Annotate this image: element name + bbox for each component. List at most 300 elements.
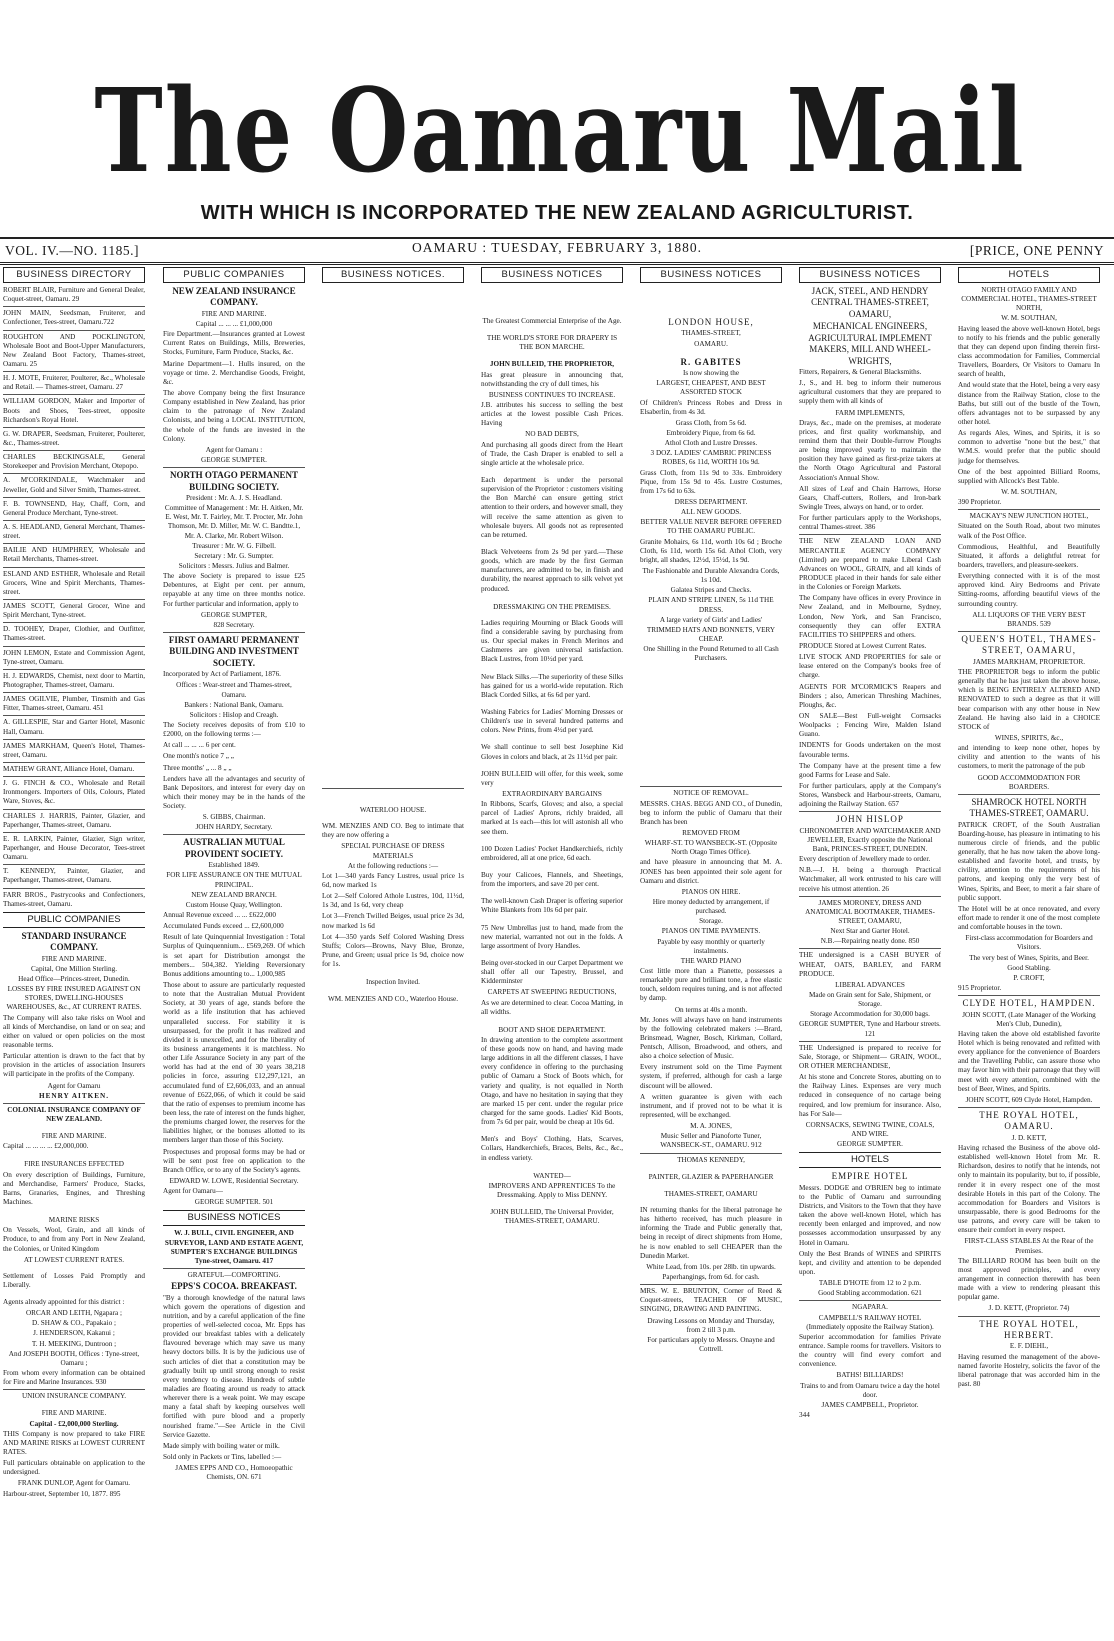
ad-line: White Lead, from 10s. per 28lb. tin upwards.: [646, 1262, 776, 1271]
directory-entry: JAMES MARKHAM, Queen's Hotel, Thames-street, Oamaru.: [3, 741, 145, 759]
ad-line: One Shilling in the Pound Returned to all Cash Purchasers.: [643, 645, 779, 663]
issue-price: [PRICE, ONE PENNY: [969, 243, 1104, 258]
ad-line: Next Star and Garter Hotel.: [830, 927, 910, 936]
ad-north-otago-hotel: [958, 286, 1100, 507]
ad-line: FIRE AND MARINE.: [41, 954, 107, 963]
directory-entry: BAILIE AND HUMPHREY, Wholesale and Retail Merchants, Thames-street.: [3, 546, 145, 564]
ad-line: And JOSEPH BOOTH, Offices : Tyne-street, Oamaru ;: [8, 1349, 140, 1367]
ad-text: ON SALE—Best Full-weight Cornsacks Woolpacks ; Fencing Wire, Malden Island Guano.: [799, 711, 941, 739]
ad-line: N.B.—Repairing neatly done. 850: [820, 937, 920, 946]
ad-line: NEW ZEALAND BRANCH.: [191, 890, 277, 899]
ad-signature: J. D. KETT, (Proprietor. 74): [988, 1304, 1070, 1313]
ad-line: Agent for Oamaru: [47, 1081, 101, 1090]
ad-line: Fitters, Repairers, & General Blacksmiths.: [799, 368, 922, 377]
ad-signature: JOHN HARDY, Secretary.: [195, 823, 273, 832]
ad-line: Grass Cloth, from 5s 6d.: [675, 418, 747, 427]
ad-line: J. HENDERSON, Kakanui ;: [33, 1329, 115, 1338]
directory-entry: F. B. TOWNSEND, Hay, Chaff, Corn, and General Produce Merchant, Tyne-street.: [3, 499, 145, 517]
ad-signature: GEORGE SUMPTER,: [201, 610, 267, 619]
ad-line: 344: [799, 1410, 810, 1419]
ad-line: BETTER VALUE NEVER BEFORE OFFERED TO THE OAMARU PUBLIC.: [640, 518, 782, 536]
ad-title: UNION INSURANCE COMPANY.: [21, 1392, 127, 1401]
ad-signature: EDWARD W. LOWE, Residential Secretary.: [169, 1176, 299, 1185]
ad-text: For further particulars, apply at the Company's Stores, Wansbeck and Harbour-streets, Oamaru, adjoining the Railway Station. 657: [799, 781, 941, 809]
ad-text: A written guarantee is given with each instrument, and if proved not to be what it is represented, will be exchanged.: [640, 1092, 782, 1120]
ad-signature: J. D. KETT,: [1011, 1133, 1047, 1142]
ad-text: All sizes of Leaf and Chain Harrows, Horse Gears, Chaff-cutters, Rollers, and Iron-bark Swingle Trees, always on hand, or to order.: [799, 484, 941, 511]
ad-title: LONDON HOUSE,: [668, 317, 754, 328]
ad-line: FARM IMPLEMENTS,: [835, 408, 905, 417]
ad-text: Granite Mohairs, 6s 11d, worth 10s 6d ; Broche Cloth, 6s 11d, worth 15s 6d. Athol Cloth, very bright, all shades, 12½d, 15½d, 1s 9d.: [640, 537, 782, 564]
ad-text: THE undersigned is a CASH BUYER of WHEAT, OATS, BARLEY, and FARM PRODUCE.: [799, 951, 941, 978]
ad-text: MESSRS. CHAS. BEGG AND CO., of Dunedin, beg to inform the public of Oamaru that their Branch has been: [640, 799, 782, 826]
ad-first-oamaru-building: [163, 635, 305, 833]
column-header: BUSINESS NOTICES: [481, 267, 623, 283]
ad-text: In drawing attention to the complete assortment of these goods now on hand, and having made large additions in all the different classes, I have every confidence in offering to the purchasing public of Oamaru a Stock of Boots which, for variety and quality, is not equalled in North Otago, and have no hesitation in saying that they are marked 15 per cent. under the regular price charged for the same goods. Ladies' Kid Boots, from 7s 6d per pair, would be cheap at 10s 6d.: [481, 1035, 623, 1127]
ad-text: Result of late Quinquennial Investigation : Total Surplus of Quinquennium... £569,269. Of which is set apart for Distribution amongst the members... 504,382. Yielding Reversionary Bonus additions amounting to... 1,000,985: [163, 933, 305, 978]
ad-title: STANDARD INSURANCE COMPANY.: [21, 930, 127, 953]
directory-entry: JOHN MAIN, Seedsman, Fruiterer, and Confectioner, Tees-street, Oamaru.722: [3, 309, 145, 327]
ad-text: In Ribbons, Scarfs, Gloves; and also, a special parcel of Ladies' Aprons, richly braided, all marked at 1s each—this lot will astonish all who see them.: [481, 800, 623, 836]
ad-line: JOHN SCOTT, (Late Manager of the Working Men's Club, Dunedin),: [962, 1010, 1096, 1028]
ad-line: Solicitors : Messrs. Julius and Balmer.: [178, 561, 290, 570]
ad-line: Solicitors : Hislop and Creagh.: [189, 710, 279, 719]
ad-royal-hotel: [958, 1110, 1100, 1389]
ad-text: PRODUCE Stored at Lowest Current Rates.: [799, 641, 927, 650]
newspaper-title: The Oamaru Mail: [94, 63, 1026, 199]
ad-signature: GEORGE SUMPTER.: [837, 1140, 903, 1149]
ad-text: The well-known Cash Draper is offering superior White Blankets from 10s 6d per pair.: [481, 897, 623, 915]
ad-line: SPECIAL PURCHASE OF DRESS MATERIALS: [341, 842, 445, 860]
ad-line: FIRE AND MARINE.: [41, 1409, 107, 1418]
ad-text: And would state that the Hotel, being a very easy distance from the Railway Station, close to the Baths, but still out of the bustle of the Town, offers advantages not to be surpassed by any other hotel.: [958, 381, 1100, 427]
ad-line: Payable by easy monthly or quarterly instalments.: [657, 937, 765, 955]
ad-line: THE WARD PIANO: [680, 956, 742, 965]
ad-line: Custom House Quay, Wellington.: [185, 900, 283, 909]
ad-line: Good Stabling.: [1007, 963, 1051, 972]
directory-entry: ROUGHTON AND POCKLINGTON, Wholesale Boot and Boot-Upper Manufacturers, New Zealand Boot Factory, Thames-street, Oamaru. 25: [3, 332, 145, 369]
ad-line: Annual Revenue exceed ... ... £622,000: [163, 911, 276, 920]
ad-text: Has great pleasure in announcing that, notwithstanding the cry of dull times, his: [481, 370, 623, 388]
directory-entry: WILLIAM GORDON, Maker and Importer of Boots and Shoes, Tees-street, opposite Richardson's Royal Hotel.: [3, 397, 145, 424]
ad-line: Capital ... ... ... ... £2,000,000.: [3, 1142, 89, 1151]
directory-entry: JAMES SCOTT, General Grocer, Wine and Spirit Merchant, Tyne-street.: [3, 602, 145, 620]
ad-line: 390 Proprietor.: [958, 498, 1002, 507]
directory-entry: JOHN LEMON, Estate and Commission Agent, Tyne-street, Oamaru.: [3, 648, 145, 666]
ad-title: JACK, STEEL, AND HENDRY CENTRAL THAMES-STREET, OAMARU,: [811, 286, 929, 319]
ad-line: ALL NEW GOODS.: [680, 508, 742, 517]
ad-signature: GEORGE SUMPTER.: [201, 456, 267, 465]
ad-line: NO BAD DEBTS,: [525, 430, 579, 439]
ad-text: Buy your Calicoes, Flannels, and Sheetings, from the importers, and save 20 per cent.: [481, 870, 623, 889]
directory-entry: J. G. FINCH & CO., Wholesale and Retail Ironmongers. Importers of Oils, Colours, Plated Ware, Stoves, &c.: [3, 779, 145, 806]
volume-number: VOL. IV.—NO. 1185.]: [5, 243, 139, 258]
ad-line: FIRE AND MARINE.: [41, 1132, 107, 1141]
ad-line: Made on Grain sent for Sale, Shipment, or Storage.: [809, 991, 931, 1009]
ad-nz-insurance: [163, 286, 305, 465]
ad-standard-insurance: [3, 931, 145, 1101]
newspaper-subtitle: WITH WHICH IS INCORPORATED THE NEW ZEALAND AGRICULTURIST.: [200, 202, 914, 224]
ad-line: AT LOWEST CURRENT RATES.: [23, 1255, 125, 1264]
dateline: [0, 238, 1114, 264]
ad-text: New Black Silks.—The superiority of these Silks has gained for us a world-wide reputation. Rich Black Corded Silks, at 6s 6d per yard.: [481, 672, 623, 699]
masthead: [0, 0, 1114, 238]
ad-signature: JOHN SCOTT, 609 Clyde Hotel, Hampden.: [965, 1095, 1093, 1104]
ad-line: LIBERAL ADVANCES: [835, 980, 905, 989]
ad-text: PATRICK CROFT, of the South Australian Boarding-house, has pleasure in intimating to his numerous circle of friends, and the public generally, that he has now taken the above long-established and favorite hotel, and trusts, by civility, attention to the requirements of his patrons, and keeping only the very best of Wines, Spirits, and Beer, to merit a fair share of public support.: [958, 820, 1100, 902]
ad-london-house: [640, 317, 782, 663]
dateline-rule: [0, 262, 1114, 265]
ad-text: Having leased the above well-known Hotel, begs to notify to his friends and the public generally that they can depend upon finding therein first-class accommodation for Families, Commercial Travellers, Boarders, Or Visitors to Oamaru In search of health,: [958, 324, 1100, 379]
column-header: BUSINESS NOTICES: [799, 267, 941, 283]
ad-text: THE PROPRIETOR begs to inform the public generally that he has just taken the above house, which is BEING ENTIRELY ALTERED AND RENOVATED to such a degree as that it will bear comparison with any other house in New Zealand. He having also laid in a CHOICE STOCK of: [958, 667, 1100, 731]
ad-text: From whom every information can be obtained for Fire and Marine Insurances. 930: [3, 1369, 145, 1387]
directory-entry: D. TOOHEY, Draper, Clothier, and Outfitter, Thames-street.: [3, 625, 145, 643]
ad-nz-loan-agency: [799, 537, 941, 809]
ad-text: IN returning thanks for the liberal patronage he has hitherto received, has much pleasure in informing the Trade and Public generally that, being in receipt of direct shipments from Home, he is now enabled to sell CHEAPER than the Dunedin Market.: [640, 1206, 782, 1260]
ad-line: Capital - £2,000,000 Sterling.: [29, 1419, 119, 1428]
ad-bon-marche: [481, 360, 623, 1226]
ad-line: Trains to and from Oamaru twice a day the hotel door.: [800, 1381, 940, 1399]
column-business-directory: [3, 267, 145, 1637]
ad-title: CAMPBELL'S RAILWAY HOTEL (Immediately opposite the Railway Station).: [806, 1313, 934, 1331]
ad-line: D. SHAW & CO., Papakaio ;: [32, 1319, 116, 1328]
ad-text: The BILLIARD ROOM has been built on the most approved principles, and every arrangement in connection therewith has been made with a view to rendering pleasant this popular game.: [958, 1256, 1100, 1302]
ad-line: DRESSMAKING ON THE PREMISES.: [493, 602, 611, 611]
ad-text: One of the best appointed Billiard Rooms, supplied with Allcock's Best Table.: [958, 467, 1100, 485]
ad-line: Lot 2—Self Colored Athole Lustres, 10d, 11½d, 1s 3d, and 1s 6d, very cheap: [322, 892, 464, 910]
directory-entry: A. M'CORKINDALE, Watchmaker and Jeweller, Gold and Silver Smith, Thames-street.: [3, 476, 145, 494]
directory-entry: A. S. HEADLAND, General Merchant, Thames-street.: [3, 523, 145, 541]
ad-text: The above Company being the first Insurance Company established in New Zealand, has prior claim to the patronage of New Zealand Colonists, and being a LOCAL INSTITUTION, the whole of the funds are invested in the Colony.: [163, 389, 305, 443]
ad-text: AGENTS FOR M'CORMICK'S Reapers and Binders ; also, American Threshing Machines, Ploughs, &c.: [799, 682, 941, 709]
ad-line: For particulars apply to Messrs. Onayne and Cottrell.: [647, 1335, 775, 1353]
directory-entry: H. J. MOTE, Fruiterer, Poulterer, &c., Wholesale and Retail. — Thames-street, Oamaru. 27: [3, 374, 145, 392]
directory-entry: T. KENNEDY, Painter, Glazier, and Paperhanger, Thames-street, Oamaru.: [3, 867, 145, 885]
ad-text: Every instrument sold on the Time Payment system, if preferred, although for cash a large discount will be allowed.: [640, 1063, 782, 1090]
directory-entry: G. W. DRAPER, Seedsman, Fruiterer, Poulterer, &c., Thames-street.: [3, 429, 145, 448]
ad-line: FIRE AND MARINE.: [201, 309, 267, 318]
ad-text: "By a thorough knowledge of the natural laws which govern the operations of digestion and nutrition, and by a careful application of the fine properties of well-selected cocoa, Mr. Epps has provided our breakfast tables with a delicately flavoured beverage which may save us many heavy doctors bills. It is by the judicious use of such articles of diet that a constitution may be gradually built up until strong enough to resist every tendency to disease. Hundreds of subtle maladies are floating around us ready to attack wherever there is a weak point. We may escape many a fatal shaft by keeping ourselves well fortified with pure blood and a properly nourished frame."—See Article in the Civil Service Gazette.: [163, 1293, 305, 1439]
ad-text: 75 New Umbrellas just to hand, made from the new material, warranted not out in the folds. A large assortment of Ivory Handles.: [481, 923, 623, 950]
ad-text: The Company have offices in every Province in New Zealand, and in Melbourne, Sydney, London, New York, and San Francisco, consequently they can offer EXTRA FACILITIES TO SHIPPERS and others.: [799, 594, 941, 639]
ad-line: FIRE INSURANCES EFFECTED: [24, 1160, 124, 1169]
ad-text: The Company will also take risks on Wool and all kinds of Merchandise, on land or on sea; and either on valued or open policies on the most reasonable terms.: [3, 1013, 145, 1049]
ad-line: Inspection Invited.: [366, 978, 420, 987]
ad-text: Washing Fabrics for Ladies' Morning Dresses or Children's use in several hundred patterns and colors. New Prints, from 4½d per yard.: [481, 707, 623, 735]
ad-text: The Company have at the present time a few good Farms for Lease and Sale.: [799, 761, 941, 779]
ad-line: Lot 1—340 yards Fancy Lustres, usual price 1s 6d, now marked 1s: [322, 871, 464, 890]
ad-line: PLAIN AND STRIPE LINEN, 5s 11d THE DRESS.: [648, 596, 774, 614]
ad-mackays-hotel: [958, 512, 1100, 629]
ad-line: Lot 4—350 yards Self Colored Washing Dress Stuffs; Colors—Browns, Navy Blue, Bronze, Prune, and Green; usual price 1s 9d, choice now for 1s.: [322, 932, 464, 969]
ad-george-sumpter: [799, 951, 941, 1149]
ad-text: J., S., and H. beg to inform their numerous agricultural customers that they are prepared to supply them with all kinds of: [799, 379, 941, 406]
ad-line: Every description of Jewellery made to order.: [799, 855, 931, 864]
directory-entry: E. R. LARKIN, Painter, Glazier, Sign writer, Paperhanger, and House Decorator, Tees-street Oamaru.: [3, 834, 145, 862]
ad-line: Is now showing the: [682, 369, 740, 378]
column-header: BUSINESS NOTICES: [163, 1210, 305, 1226]
ad-line: The Fashionable and Durable Alexandra Cords, 1s 10d.: [642, 567, 780, 585]
ad-title: FIRST OAMARU PERMANENT BUILDING AND INVESTMENT SOCIETY.: [168, 634, 300, 668]
column-header: PUBLIC COMPANIES: [163, 267, 305, 283]
ad-line: Agent for Oamaru—: [163, 1187, 223, 1196]
ad-line: WINES, SPIRITS, &c.,: [994, 733, 1064, 742]
ad-line: Capital, One Million Sterling.: [30, 964, 118, 973]
ad-line: FOR LIFE ASSURANCE ON THE MUTUAL PRINCIPAL.: [166, 871, 302, 889]
ad-title: EPPS'S COCOA. BREAKFAST.: [171, 1281, 297, 1292]
ad-line: BUSINESS CONTINUES TO INCREASE.: [488, 390, 616, 399]
directory-entry: MATHEW GRANT, Alliance Hotel, Oamaru.: [3, 764, 135, 773]
ad-title: NOTICE OF REMOVAL.: [673, 789, 749, 798]
ad-line: EXTRAORDINARY BARGAINS: [502, 789, 602, 798]
ad-signature: JAMES EPPS AND CO., Homoeopathic Chemists, ON. 671: [175, 1464, 293, 1482]
ad-line: DRESS DEPARTMENT.: [674, 498, 748, 507]
ad-signature: HENRY AITKEN.: [39, 1091, 109, 1100]
ad-title: JOHN BULLEID, THE PROPRIETOR,: [489, 360, 615, 369]
ad-line: FIRST-CLASS STABLES At the Rear of the Premises.: [964, 1237, 1094, 1255]
ad-text: IMPROVERS AND APPRENTICES To the Dressmaking. Apply to Miss DENNY.: [488, 1181, 616, 1200]
ad-text: Situated on the South Road, about two minutes walk of the Post Office.: [958, 522, 1100, 540]
ad-line: PIANOS ON HIRE.: [681, 887, 741, 896]
ad-line: 828 Secretary.: [213, 620, 255, 629]
ad-line: Made simply with boiling water or milk.: [163, 1441, 280, 1450]
ad-text: Ladies requiring Mourning or Black Goods will find a considerable saving by purchasing from us. Our special makes in French Merinos and Cashmeres are given universal satisfaction. Black Lustres, from 10½d per yard.: [481, 618, 623, 664]
ad-text: INDENTS for Goods undertaken on the most favourable terms.: [799, 741, 941, 759]
ad-line: ORCAR AND LEITH, Ngapara ;: [25, 1309, 123, 1318]
ad-north-otago-building: [163, 470, 305, 630]
ad-line: Incorporated by Act of Parliament, 1876.: [163, 670, 281, 679]
ad-john-hislop: [799, 814, 941, 893]
ad-text: Fire Department.—Insurances granted at Lowest Current Rates on Buildings, Mills, Breweries, Stocks, Furniture, Farm Produce, Stacks, &c.: [163, 330, 305, 357]
ad-text: THIS Company is now prepared to take FIRE AND MARINE RISKS at LOWEST CURRENT RATES.: [3, 1429, 145, 1457]
ad-line: TRIMMED HATS AND BONNETS, VERY CHEAP.: [646, 625, 776, 643]
directory-entry: CHARLES BECKINGSALE, General Storekeeper and Provision Merchant, Otepopo.: [3, 453, 145, 471]
column-header: PUBLIC COMPANIES: [3, 912, 145, 928]
ad-text: J.B. attributes his success to selling the best articles at the lowest possible Cash Prices. Having: [481, 401, 623, 428]
ad-title: MACKAY'S NEW JUNCTION HOTEL,: [969, 512, 1089, 521]
ad-line: Of Children's Princess Robes and Dress in Elsaberlin, from 4s 3d.: [640, 398, 782, 416]
column-header: HOTELS: [799, 1152, 941, 1168]
ad-title: COLONIAL INSURANCE COMPANY OF NEW ZEALAND.: [7, 1105, 141, 1123]
ad-text: WM. MENZIES AND CO. Beg to intimate that they are now offering a: [322, 822, 464, 840]
ad-text: Being over-stocked in our Carpet Department we shall offer all our Tapestry, Brussel, and Kidderminster: [481, 958, 623, 986]
ad-text: On every description of Buildings, Furniture, and Merchandise, Farmers' Produce, Stacks, Barns, Granaries, Engines, and Threshing Machines.: [3, 1170, 145, 1206]
ad-line: THAMES-STREET, OAMARU: [664, 1189, 758, 1198]
ad-line: Three months' „ ... 8 „ „: [163, 763, 232, 772]
ad-text: 100 Dozen Ladies' Pocket Handkerchiefs, richly embroidered, all at one price, 6d each.: [481, 844, 623, 862]
ad-line: A large variety of Girls' and Ladies': [659, 615, 763, 624]
ad-queens-hotel: [958, 634, 1100, 792]
ad-line: Good Stabling accommodation. 621: [818, 1289, 922, 1298]
ad-text: Men's and Boys' Clothing, Hats, Scarves, Collars, Handkerchiefs, Braces, Belts, &c., &c., in endless variety.: [481, 1135, 623, 1162]
ad-text: and intending to keep none other, hopes by civility and attention to the wants of his customers, to merit the patronage of the pub: [958, 744, 1100, 771]
ad-line: Committee of Management : Mr. H. Aitken, Mr. E. West, Mr. T. Fairley, Mr. T. Procter, Mr. John Thomson, Mr. D. Miller, Mr. W. C. Bandtte.1, Mr. A. Clarke, Mr. Robert Wilson.: [164, 504, 304, 540]
ad-title: NORTH OTAGO PERMANENT BUILDING SOCIETY.: [169, 470, 299, 492]
ad-title: CLYDE HOTEL, HAMPDEN.: [962, 998, 1096, 1009]
ad-line: On terms at 40s a month.: [674, 1005, 748, 1014]
ad-text: Superior accommodation for families Private entrance. Sample rooms for travellers. Visitors to the country will find every comfort and convenience.: [799, 1332, 941, 1369]
column-london-house: [640, 267, 782, 1637]
ad-colonial-insurance: [3, 1106, 145, 1388]
ad-signature: FRANK DUNLOP, Agent for Oamaru.: [17, 1479, 131, 1488]
ad-text: At his stone and Concrete Stores, abutting on to the Railway Lines. Expenses are very much reduced in consequence of no cartage being required, and low premium for insurance. Also, has For Sale—: [799, 1073, 941, 1118]
ad-line: Capital ... ... ... £1,000,000: [195, 320, 273, 329]
ad-signature: GEORGE SUMPTER, Tyne and Harbour streets. 121: [799, 1020, 941, 1038]
column-header: BUSINESS DIRECTORY: [3, 267, 145, 283]
ad-title: THE ROYAL HOTEL, OAMARU.: [979, 1110, 1079, 1132]
directory-entry: CHARLES J. HARRIS, Painter, Glazier, and Paperhanger, Thames-street, Oamaru.: [3, 811, 145, 829]
column-business-notices: [322, 267, 464, 1637]
ad-text: As we are determined to clear. Cocoa Matting, in all widths.: [481, 998, 623, 1016]
ad-line: BATHS! BILLIARDS!: [836, 1371, 904, 1380]
ad-line: OAMARU.: [694, 339, 728, 348]
ad-line: PAINTER, GLAZIER & PAPERHANGER: [648, 1172, 774, 1181]
ad-line: MARINE RISKS: [48, 1216, 100, 1225]
ad-line: 3 DOZ. LADIES' CAMBRIC PRINCESS ROBES, 6s 11d, WORTH 10s 9d.: [650, 449, 772, 467]
ad-title: JAMES MORONEY, DRESS AND ANATOMICAL BOOTMAKER, THAMES-STREET, OAMARU,: [805, 898, 935, 926]
ad-title: SHAMROCK HOTEL NORTH THAMES-STREET, OAMARU.: [969, 796, 1089, 819]
ad-title: QUEEN'S HOTEL, THAMES-STREET, OAMARU,: [961, 633, 1097, 656]
ad-text: Prospectuses and proposal forms may be had or will be sent post free on application to the Branch Office, or to any of the Society's agents.: [163, 1147, 305, 1174]
ad-line: BOOT AND SHOE DEPARTMENT.: [498, 1025, 606, 1034]
ad-title: AUSTRALIAN MUTUAL PROVIDENT SOCIETY.: [183, 837, 285, 859]
directory-entry: ESLAND AND ESTHER, Wholesale and Retail Grocers, Wine and Spirit Merchants, Thames-street.: [3, 569, 145, 596]
ad-text: LIVE STOCK AND PROPERTIES for sale or lease entered on the Company's books free of charge.: [799, 653, 941, 680]
ad-title: R. GABITES: [680, 356, 742, 367]
ad-line: Established 1849.: [208, 861, 260, 870]
ad-signature: M. A. JONES,: [690, 1122, 732, 1131]
ad-text: Harbour-street, September 10, 1877. 895: [3, 1489, 121, 1498]
ad-line: TABLE D'HOTE from 12 to 2 p.m.: [818, 1279, 922, 1288]
ad-text: Marine Department—1. Hulls insured, on the voyage or time. 2. Merchandise Goods, Freight, &c.: [163, 359, 305, 386]
ad-line: Head Office—Princes-street, Dunedin.: [18, 974, 130, 983]
ad-signature: JAMES MARKHAM, PROPRIETOR.: [972, 657, 1086, 666]
ad-text: On Vessels, Wool, Grain, and all kinds of Produce, to and from any Port in New Zealand, the Colonies, or United Kingdom: [3, 1226, 145, 1253]
ad-line: Offices : Wear-street and Thames-street, Oamaru.: [176, 681, 292, 699]
ad-text: Grass Cloth, from 11s 9d to 33s. Embroidery Pique, from 15s 9d to 45s. Lustre Costumes, from 17s 6d to 63s.: [640, 468, 782, 495]
ad-text: Having rchased the Business of the above old-established well-known Hotel from Mr. R. Richardson, desires to notify that he intends, not only to maintain its popularity, but to, if possible, render it in every respect one of the most desirable Hotels in this part of the Colony. The accommodation for Boarders and Visitors is unsurpassable, there is good Bedrooms for the use patrons, and every care will be taken to ensure their comfort in every respect.: [958, 1143, 1100, 1235]
ad-line: LOSSES BY FIRE INSURED AGAINST ON STORES, DWELLING-HOUSES WAREHOUSES, &c., AT CURRENT RATES.: [6, 985, 142, 1012]
column-hotels: [958, 267, 1100, 1637]
ad-title: MECHANICAL ENGINEERS, AGRICULTURAL IMPLEMENT MAKERS, MILL AND WHEEL-WRIGHTS,: [808, 321, 932, 366]
ad-text: Those about to assure are particularly requested to note that the Australian Mutual Provident Society, at 30 years of age, stands before the world as a life institution that has achieved unparalleled success. For stability it is unsurpassed, for the profit it has realized and divided it is unexcelled, and for the liberality of its business arrangements it is matchless. No other Life Assurance Society in any part of the world has had at the end of 30 years 38,218 policies in force, assuring £12,297,121, an accumulated fund of £2,606,033, and an annual revenue of £622,066, of which it could be said that the ratio of expenses to premium income has been less, the rate of interest on the funds higher, the premiums charged lower, the reserves for the liabilities higher, or the bonuses allotted to its members larger than those of this Society.: [163, 981, 305, 1145]
ad-line: GOOD ACCOMMODATION FOR BOARDERS.: [977, 773, 1081, 791]
ad-line: 915 Proprietor.: [958, 984, 1002, 993]
ad-signature: WM. MENZIES AND CO., Waterloo House.: [327, 995, 459, 1004]
ad-line: THAMES-STREET,: [681, 329, 741, 338]
ad-line: CARPETS AT SWEEPING REDUCTIONS,: [487, 988, 617, 997]
ad-wj-bull: [163, 1229, 305, 1266]
column-header: HOTELS: [958, 267, 1100, 283]
ad-line: Agent for Oamaru :: [205, 445, 263, 454]
ad-union-insurance: [3, 1392, 145, 1498]
ad-line: WANTED—: [533, 1171, 571, 1180]
column-header: BUSINESS NOTICES: [640, 267, 782, 283]
ad-title: WATERLOO HOUSE.: [359, 806, 427, 815]
ad-text: Drays, &c., made on the premises, at moderate prices, and first quality workmanship, and remind them that their Double-furrow Ploughs are being improved yearly to maintain the position they have gained as first-prize takers at the North Otago Agricultural and Pastoral Association's Annual Show.: [799, 418, 941, 482]
ad-title: EMPIRE HOTEL: [831, 1171, 909, 1182]
ad-line: First-class accommodation for Boarders and Visitors.: [965, 934, 1093, 952]
ad-text: Black Velveteens from 2s 9d per yard.—These goods, which are made by the first German manufacturers, are admitted to be, in finish and durability, the nearest approach to silk velvet yet produced.: [481, 548, 623, 593]
ad-line: REMOVED FROM: [682, 828, 740, 837]
ad-text: N.B.—J. H. being a thorough Practical Watchmaker, all work entrusted to his care will receive his utmost attention. 26: [799, 866, 941, 893]
column-bon-marche: [481, 267, 623, 1637]
ad-title: JOHN HISLOP: [836, 814, 904, 825]
ad-signature: E. F. DIEHL,: [1009, 1342, 1049, 1351]
ad-signature: JOHN BULLEID, The Universal Provider, THAMES-STREET, OAMARU.: [490, 1208, 614, 1226]
ad-epps-cocoa: [163, 1271, 305, 1482]
blank-space: [322, 286, 464, 786]
ad-line: ALL LIQUORS OF THE VERY BEST BRANDS. 539: [972, 610, 1086, 628]
ad-line: W. M. SOUTHAN,: [1001, 314, 1057, 323]
directory-entry: H. J. EDWARDS, Chemist, next door to Martin, Photographer, Thames-street, Oamaru.: [3, 671, 145, 689]
ad-line: Secretary : Mr. G. Sumpter.: [194, 551, 274, 560]
ad-line: Athol Cloth and Lustre Dresses.: [664, 439, 758, 448]
ad-text: MRS. W. E. BRUNTON, Corner of Reed & Coquet-streets, TEACHER OF MUSIC, SINGING, DRAWING AND PAINTING.: [640, 1287, 782, 1314]
ad-text: Having taken the above old established favorite Hotel which is being renovated and refitted with every appliance for the convenience of Boarders and the Travelling Public, can assure those who may favor him with their patronage that they will meet with every attention, combined with the best of Beer, Wines, and Spirits.: [958, 1029, 1100, 1093]
ad-signature: W. M. SOUTHAN,: [1001, 488, 1057, 497]
ad-line: Galatea Stripes and Checks.: [670, 586, 752, 595]
ad-signature: GEORGE SUMPTER. 501: [194, 1198, 274, 1207]
ad-text: Settlement of Losses Paid Promptly and Liberally.: [3, 1271, 145, 1289]
ad-title: NORTH OTAGO FAMILY AND COMMERCIAL HOTEL, THAMES-STREET NORTH,: [961, 286, 1097, 313]
ad-text: Mr. Jones will always have on hand instruments by the following celebrated makers :—Brard, Brinsmead, Wagner, Bosch, Kirkman, Collard, Pentsch, Allison, Broadwood, and others, and also a choice selection of Music.: [640, 1015, 782, 1061]
ad-line: Music Seller and Pianoforte Tuner, WANSBECK-ST., OAMARU. 912: [660, 1132, 762, 1150]
ad-shamrock-hotel: [958, 797, 1100, 993]
ad-james-moroney: [799, 899, 941, 947]
ad-text: Only the Best Brands of WINES and SPIRITS kept, and civility and attention to be depended upon.: [799, 1249, 941, 1277]
ad-empire-hotel: [799, 1171, 941, 1298]
issue-date: OAMARU : TUESDAY, FEBRUARY 3, 1880.: [411, 240, 703, 255]
ad-line: At the following reductions :—: [347, 861, 439, 870]
column-business-notices-2: [799, 267, 941, 1637]
ad-text: The Society receives deposits of from £10 to £2000, on the following terms :—: [163, 720, 305, 739]
ad-text: and have pleasure in announcing that M. A. JONES has been appointed their sole agent for Oamaru and district.: [640, 858, 782, 885]
ad-title: THOMAS KENNEDY,: [677, 1155, 745, 1164]
ad-signature: S. GIBBS, Chairman.: [202, 813, 266, 822]
ad-title: NEW ZEALAND INSURANCE COMPANY.: [172, 286, 296, 308]
ad-text: Particular attention is drawn to the fact that by provision in the articles of association Insurers will participate in the profits of the Company.: [3, 1052, 145, 1079]
ad-line: WHARF-ST. TO WANSBECK-ST. (Opposite North Otago Times Office).: [644, 839, 778, 857]
ad-line: The Greatest Commercial Enterprise of the Age.: [482, 317, 622, 326]
ad-text: For further particulars apply to the Workshops, central Thames-street. 386: [799, 514, 941, 532]
ad-text: Agents already appointed for this district :: [3, 1298, 125, 1307]
column-header: BUSINESS NOTICES.: [322, 267, 464, 283]
ad-line: PIANOS ON TIME PAYMENTS.: [661, 927, 761, 936]
ad-line: Drawing Lessons on Monday and Thursday, from 2 till 3 p.m.: [647, 1316, 775, 1334]
ad-notice-of-removal: [640, 789, 782, 1354]
ad-title: THE ROYAL HOTEL, HERBERT.: [979, 1318, 1079, 1340]
ad-text: Messrs. DODGE and O'BRIEN beg to intimate to the Public of Oamaru and surrounding Districts, and Visitors to the Town that they have taken the above well-known Hotel, which has recently been enlarged and improved, and now possesses accommodation unsurpassed by any Hotel in Oamaru.: [799, 1183, 941, 1247]
ad-line: LARGEST, CHEAPEST, AND BEST ASSORTED STOCK: [656, 379, 766, 397]
ad-waterloo-house: [322, 791, 464, 1005]
ad-text: Full particulars obtainable on application to the undersigned.: [3, 1459, 145, 1477]
ad-line: Embroidery Pique, from 6s 6d.: [666, 429, 756, 438]
directory-list: [3, 286, 145, 909]
directory-entry: A. GILLESPIE, Star and Garter Hotel, Masonic Hall, Oamaru.: [3, 718, 145, 736]
ad-text: The Hotel will be at once renovated, and every effort made to render it one of the most complete and comfortable houses in the town.: [958, 904, 1100, 932]
ad-line: Bankers : National Bank, Oamaru.: [184, 700, 284, 709]
ad-text: The above Society is prepared to issue £25 Debentures, at Eight per cent. per annum, repayable at any time on three months notice. For further particular and information, apply to: [163, 572, 305, 608]
ad-text: THE Undersigned is prepared to receive for Sale, Storage, or Shipment— GRAIN, WOOL, OR OTHER MERCHANDISE,: [799, 1043, 941, 1070]
ad-text: Having resumed the management of the above-named favorite Hostelry, solicits the favor of the liberal patronage that was accorded him in the past. 80: [958, 1352, 1100, 1388]
ad-text: Commodious, Healthful, and Beautifully Situated, it affords a delightful retreat for boarders, travellers, and pleasure-seekers.: [958, 542, 1100, 569]
ad-text: As regards Ales, Wines, and Spirits, it is so common to advertise "none but the best," that W.M.S. would prefer that the public should judge for themselves.: [958, 429, 1100, 465]
ad-text: JOHN BULLEID will offer, for this week, some very: [481, 769, 623, 787]
ad-text: And purchasing all goods direct from the Heart of Trade, the Cash Draper is enabled to sell a single article at the wholesale price.: [481, 440, 623, 467]
ad-title: THE WORLD'S STORE FOR DRAPERY IS THE BON MARCHE.: [486, 334, 618, 352]
